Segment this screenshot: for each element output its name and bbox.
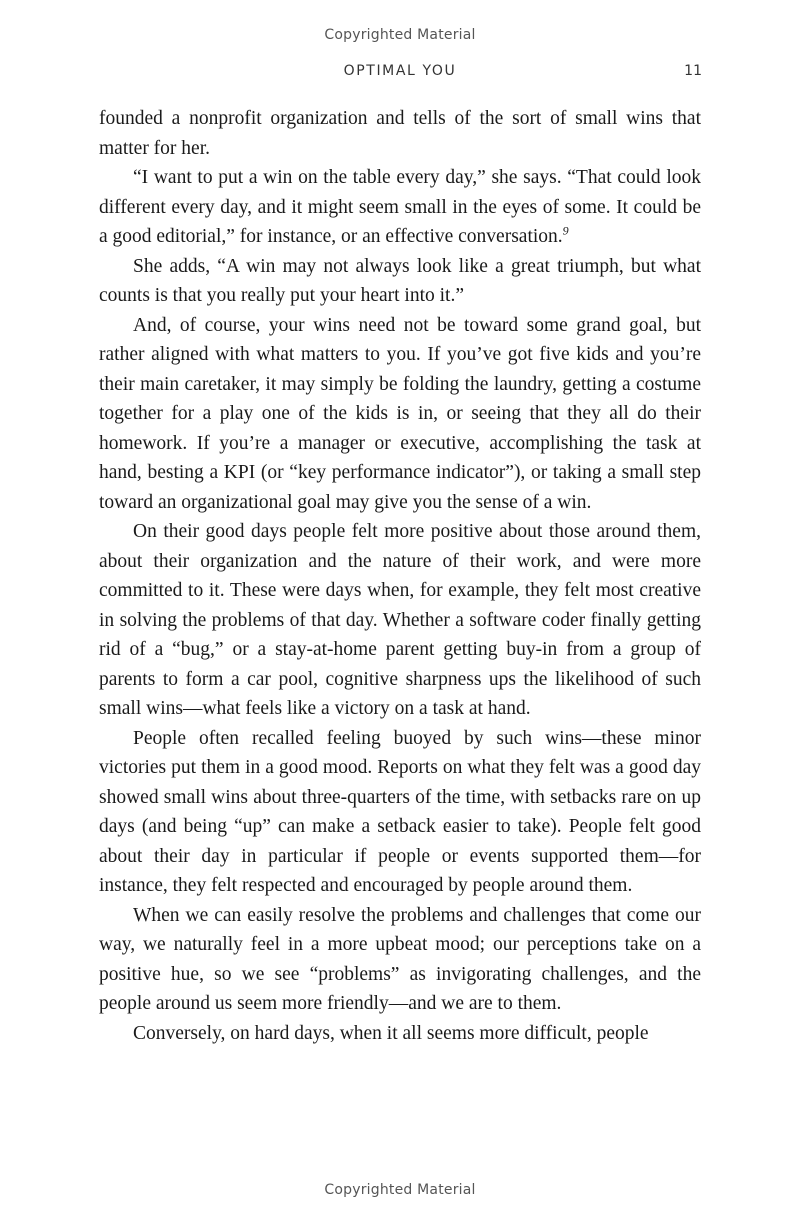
copyright-watermark-top: Copyrighted Material xyxy=(324,27,476,43)
paragraph-continuation: founded a nonprofit organization and tells of the sort of small wins that matter for her. xyxy=(99,108,701,159)
running-header xyxy=(0,63,800,85)
page-number: 11 xyxy=(684,63,702,79)
paragraph: She adds, “A win may not always look like a great triumph, but what counts is that you really put your heart into it.” xyxy=(99,255,701,306)
paragraph xyxy=(99,163,701,252)
paragraph: When we can easily resolve the problems and challenges that come our way, we naturally feel in a more upbeat mood; our perceptions take on a positive hue, so we see “problems” as invigorating challenges, and the people around us seem more friendly—and we are to them. xyxy=(99,904,701,1014)
paragraph-text: “I want to put a win on the table every day,” she says. “That could look different every day, and it might seem small in the eyes of some. It could be a good editorial,” for instance, or an effective conversation. xyxy=(99,167,701,247)
paragraph: People often recalled feeling buoyed by such wins—these minor victories put them in a good mood. Reports on what they felt was a good day showed small wins about three-quarters of the time, with setbacks rare on up days (and being “up” can make a setback easier to take). People felt good about their day in particular if people or events supported them—for instance, they felt respected and encouraged by people around them. xyxy=(99,727,701,896)
paragraph: Conversely, on hard days, when it all seems more difficult, people xyxy=(133,1022,649,1044)
copyright-watermark-bottom: Copyrighted Material xyxy=(324,1182,476,1198)
body-text xyxy=(99,104,701,1048)
running-title: OPTIMAL YOU xyxy=(343,63,457,79)
endnote-reference: 9 xyxy=(562,223,569,238)
paragraph: And, of course, your wins need not be toward some grand goal, but rather aligned with what matters to you. If you’ve got five kids and you’re their main caretaker, it may simply be folding the laundry, getting a costume together for a play one of the kids is in, or seeing that they all do their homework. If you’re a manager or executive, accomplishing the task at hand, besting a KPI (or “key performance indicator”), or taking a small step toward an organizational goal may give you the sense of a win. xyxy=(99,314,701,513)
paragraph: On their good days people felt more positive about those around them, about their organization and the nature of their work, and were more committed to it. These were days when, for example, they felt most creative in solving the problems of that day. Whether a software coder finally getting rid of a “bug,” or a stay-at-home parent getting buy-in from a group of parents to form a car pool, cognitive sharpness ups the likelihood of such small wins—what feels like a victory on a task at hand. xyxy=(99,521,701,719)
